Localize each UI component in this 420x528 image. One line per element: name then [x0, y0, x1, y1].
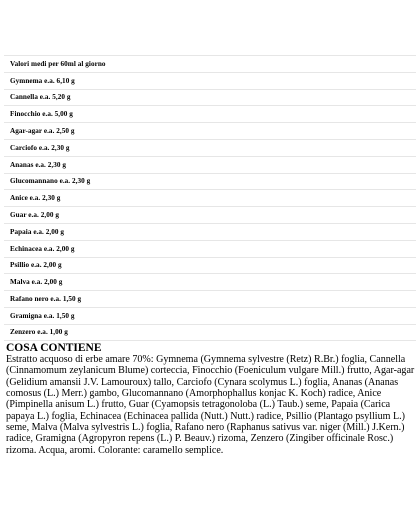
table-cell: Ananas e.a. 2,30 g [10, 160, 67, 169]
table-cell: Anice e.a. 2,30 g [10, 194, 61, 203]
table-cell: Papaia e.a. 2,00 g [10, 227, 65, 236]
table-row [4, 173, 416, 190]
table-cell: Finocchio e.a. 5,00 g [10, 110, 73, 119]
table-row [4, 240, 416, 257]
table-row [4, 223, 416, 240]
nutrition-table [4, 55, 416, 341]
table-row [4, 290, 416, 307]
table-cell: Rafano nero e.a. 1,50 g [10, 295, 82, 304]
table-cell: Carciofo e.a. 2,30 g [10, 143, 70, 152]
table-header: Valori medi per 60ml al giorno [10, 59, 106, 68]
table-row [4, 189, 416, 206]
table-cell: Gymnema e.a. 6,10 g [10, 76, 75, 85]
table-row [4, 72, 416, 89]
table-row [4, 89, 416, 106]
table-cell: Zenzero e.a. 1,00 g [10, 328, 68, 337]
table-cell: Agar-agar e.a. 2,50 g [10, 127, 75, 136]
table-cell: Guar e.a. 2,00 g [10, 211, 59, 220]
table-cell: Malva e.a. 2,00 g [10, 278, 63, 287]
table-header-row [4, 55, 416, 72]
table-row [4, 206, 416, 223]
table-row [4, 105, 416, 122]
table-row [4, 324, 416, 341]
contents-text: Estratto acquoso di erbe amare 70%: Gymnema (Gymnema sylvestre (Retz) R.Br.) foglia, Cannella (Cinnamomum zeylanicum Blume) corteccia, Finocchio (Foeniculum vulgare Mill.) frutto, Agar-agar (Gelidium amansii J.V. Lamouroux) tallo, Carciofo (Cynara scolymus L.) foglia, Ananas (Ananas comosus (L.) Merr.) gambo, Glucomannano (Amorphophallus konjac K. Koch) radice, Anice (Pimpinella anisum L.) frutto, Guar (Cyamopsis tetragonoloba (L.) Taub.) seme, Papaia (Carica papaya L.) foglia, Echinacea (Echinacea pallida (Nutt.) Nutt.) radice, Psillio (Plantago psyllium L.) seme, Malva (Malva sylvestris L.) foglia, Rafano nero (Raphanus sativus var. niger (Mill.) J.Kern.) radice, Gramigna (Agropyron repens (L.) P. Beauv.) rizoma, Zenzero (Zingiber officinale Rosc.) rizoma. Acqua, aromi. Colorante: caramello semplice. [6, 354, 415, 456]
table-cell: Cannella e.a. 5,20 g [10, 93, 71, 102]
table-row [4, 139, 416, 156]
contents-title: COSA CONTIENE [6, 342, 102, 354]
table-cell: Echinacea e.a. 2,00 g [10, 244, 75, 253]
table-row [4, 307, 416, 324]
table-row [4, 156, 416, 173]
table-row [4, 273, 416, 290]
table-cell: Gramigna e.a. 1,50 g [10, 311, 75, 320]
table-cell: Glucomannano e.a. 2,30 g [10, 177, 91, 186]
table-row [4, 257, 416, 274]
table-cell: Psillio e.a. 2,00 g [10, 261, 62, 270]
table-row [4, 122, 416, 139]
